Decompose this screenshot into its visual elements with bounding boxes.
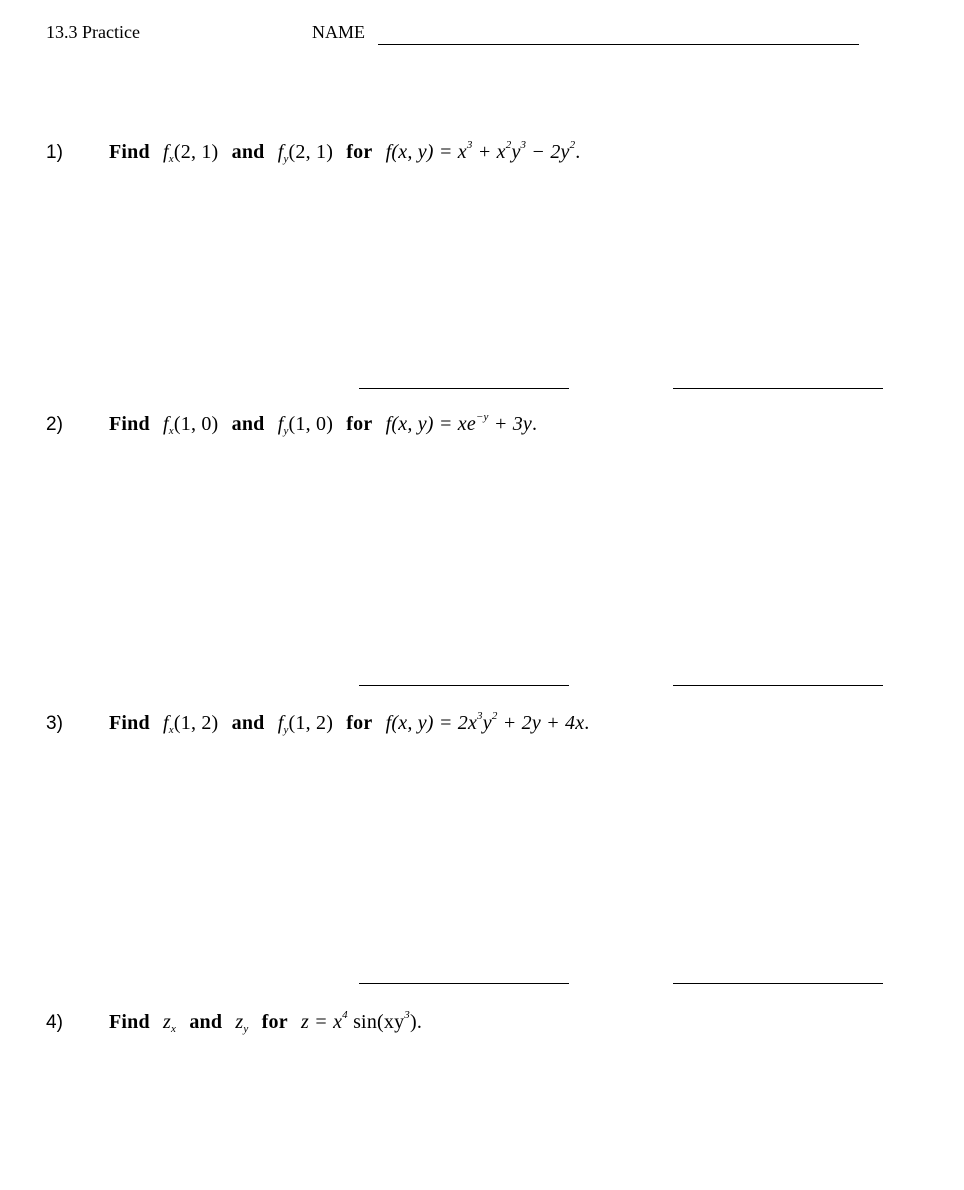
rhs-exponent: 3	[404, 1009, 410, 1021]
partial-y-func: f	[277, 141, 284, 163]
find-word: Find	[109, 413, 150, 435]
rhs-exponent: 3	[477, 710, 483, 722]
find-word: Find	[109, 712, 150, 734]
period: .	[416, 1011, 423, 1033]
partial-x-sub: x	[168, 425, 174, 437]
question-2-number: 2)	[46, 414, 63, 435]
function-lhs: f(x, y) =	[385, 712, 453, 734]
rhs-term: + x	[472, 141, 506, 163]
answer-line-2b[interactable]	[673, 685, 883, 686]
partial-y-func: z	[235, 1011, 244, 1033]
rhs-term: + 2y + 4x	[497, 712, 585, 734]
partial-x-args: (2, 1)	[173, 141, 219, 163]
function-lhs: f(x, y) =	[385, 413, 453, 435]
rhs-exponent: 2	[505, 139, 512, 151]
partial-x-sub: x	[171, 1023, 177, 1035]
rhs-term: sin(xy	[347, 1011, 405, 1033]
partial-x-args: (1, 2)	[173, 712, 219, 734]
rhs-term: + 3y	[488, 413, 533, 435]
partial-y-sub: y	[243, 1023, 249, 1035]
partial-x-func: z	[163, 1011, 172, 1033]
partial-x-sub: x	[168, 153, 174, 165]
rhs-term: )	[409, 1011, 417, 1033]
question-3-number: 3)	[46, 713, 63, 734]
and-word: and	[231, 141, 265, 163]
name-label: NAME	[312, 22, 365, 42]
and-word: and	[189, 1011, 223, 1033]
function-lhs: f(x, y) =	[385, 141, 453, 163]
period: .	[575, 141, 581, 163]
for-word: for	[346, 413, 373, 435]
partial-x-func: f	[163, 712, 169, 734]
question-4-number: 4)	[46, 1012, 63, 1033]
and-word: and	[231, 413, 265, 435]
question-2-text	[109, 413, 537, 436]
for-word: for	[346, 141, 373, 163]
function-lhs: z =	[301, 1011, 328, 1033]
question-4-text	[109, 1011, 422, 1034]
question-1-text	[109, 141, 581, 164]
partial-y-func: f	[277, 413, 284, 435]
answer-line-3b[interactable]	[673, 983, 883, 984]
rhs-term: 2x	[457, 712, 478, 734]
rhs-exponent: 4	[342, 1009, 348, 1021]
period: .	[532, 413, 538, 435]
rhs-term: y	[482, 712, 492, 734]
answer-line-3a[interactable]	[359, 983, 569, 984]
partial-x-args: (1, 0)	[173, 413, 219, 435]
partial-y-args: (1, 0)	[288, 413, 334, 435]
rhs-exponent: −y	[475, 411, 489, 423]
find-word: Find	[109, 1011, 150, 1033]
answer-line-2a[interactable]	[359, 685, 569, 686]
answer-line-1b[interactable]	[673, 388, 883, 389]
rhs-term: x	[457, 141, 467, 163]
partial-y-sub: y	[283, 724, 289, 736]
rhs-exponent: 2	[491, 710, 498, 722]
period: .	[584, 712, 590, 734]
find-word: Find	[109, 141, 150, 163]
partial-x-sub: x	[168, 724, 174, 736]
for-word: for	[261, 1011, 288, 1033]
worksheet-title: 13.3 Practice	[46, 22, 140, 42]
partial-y-sub: y	[283, 153, 289, 165]
partial-y-sub: y	[283, 425, 289, 437]
rhs-term: − 2y	[526, 141, 570, 163]
partial-y-func: f	[277, 712, 284, 734]
answer-line-1a[interactable]	[359, 388, 569, 389]
rhs-exponent: 3	[520, 139, 527, 151]
partial-x-func: f	[163, 413, 169, 435]
rhs-term: x	[333, 1011, 343, 1033]
partial-y-args: (1, 2)	[288, 712, 334, 734]
rhs-term: xe	[457, 413, 476, 435]
name-field-line[interactable]	[378, 44, 859, 45]
question-1-number: 1)	[46, 142, 63, 163]
question-3-text	[109, 712, 589, 735]
rhs-term: y	[511, 141, 521, 163]
rhs-exponent: 3	[466, 139, 473, 151]
and-word: and	[231, 712, 265, 734]
partial-x-func: f	[163, 141, 169, 163]
partial-y-args: (2, 1)	[288, 141, 334, 163]
for-word: for	[346, 712, 373, 734]
rhs-exponent: 2	[569, 139, 576, 151]
